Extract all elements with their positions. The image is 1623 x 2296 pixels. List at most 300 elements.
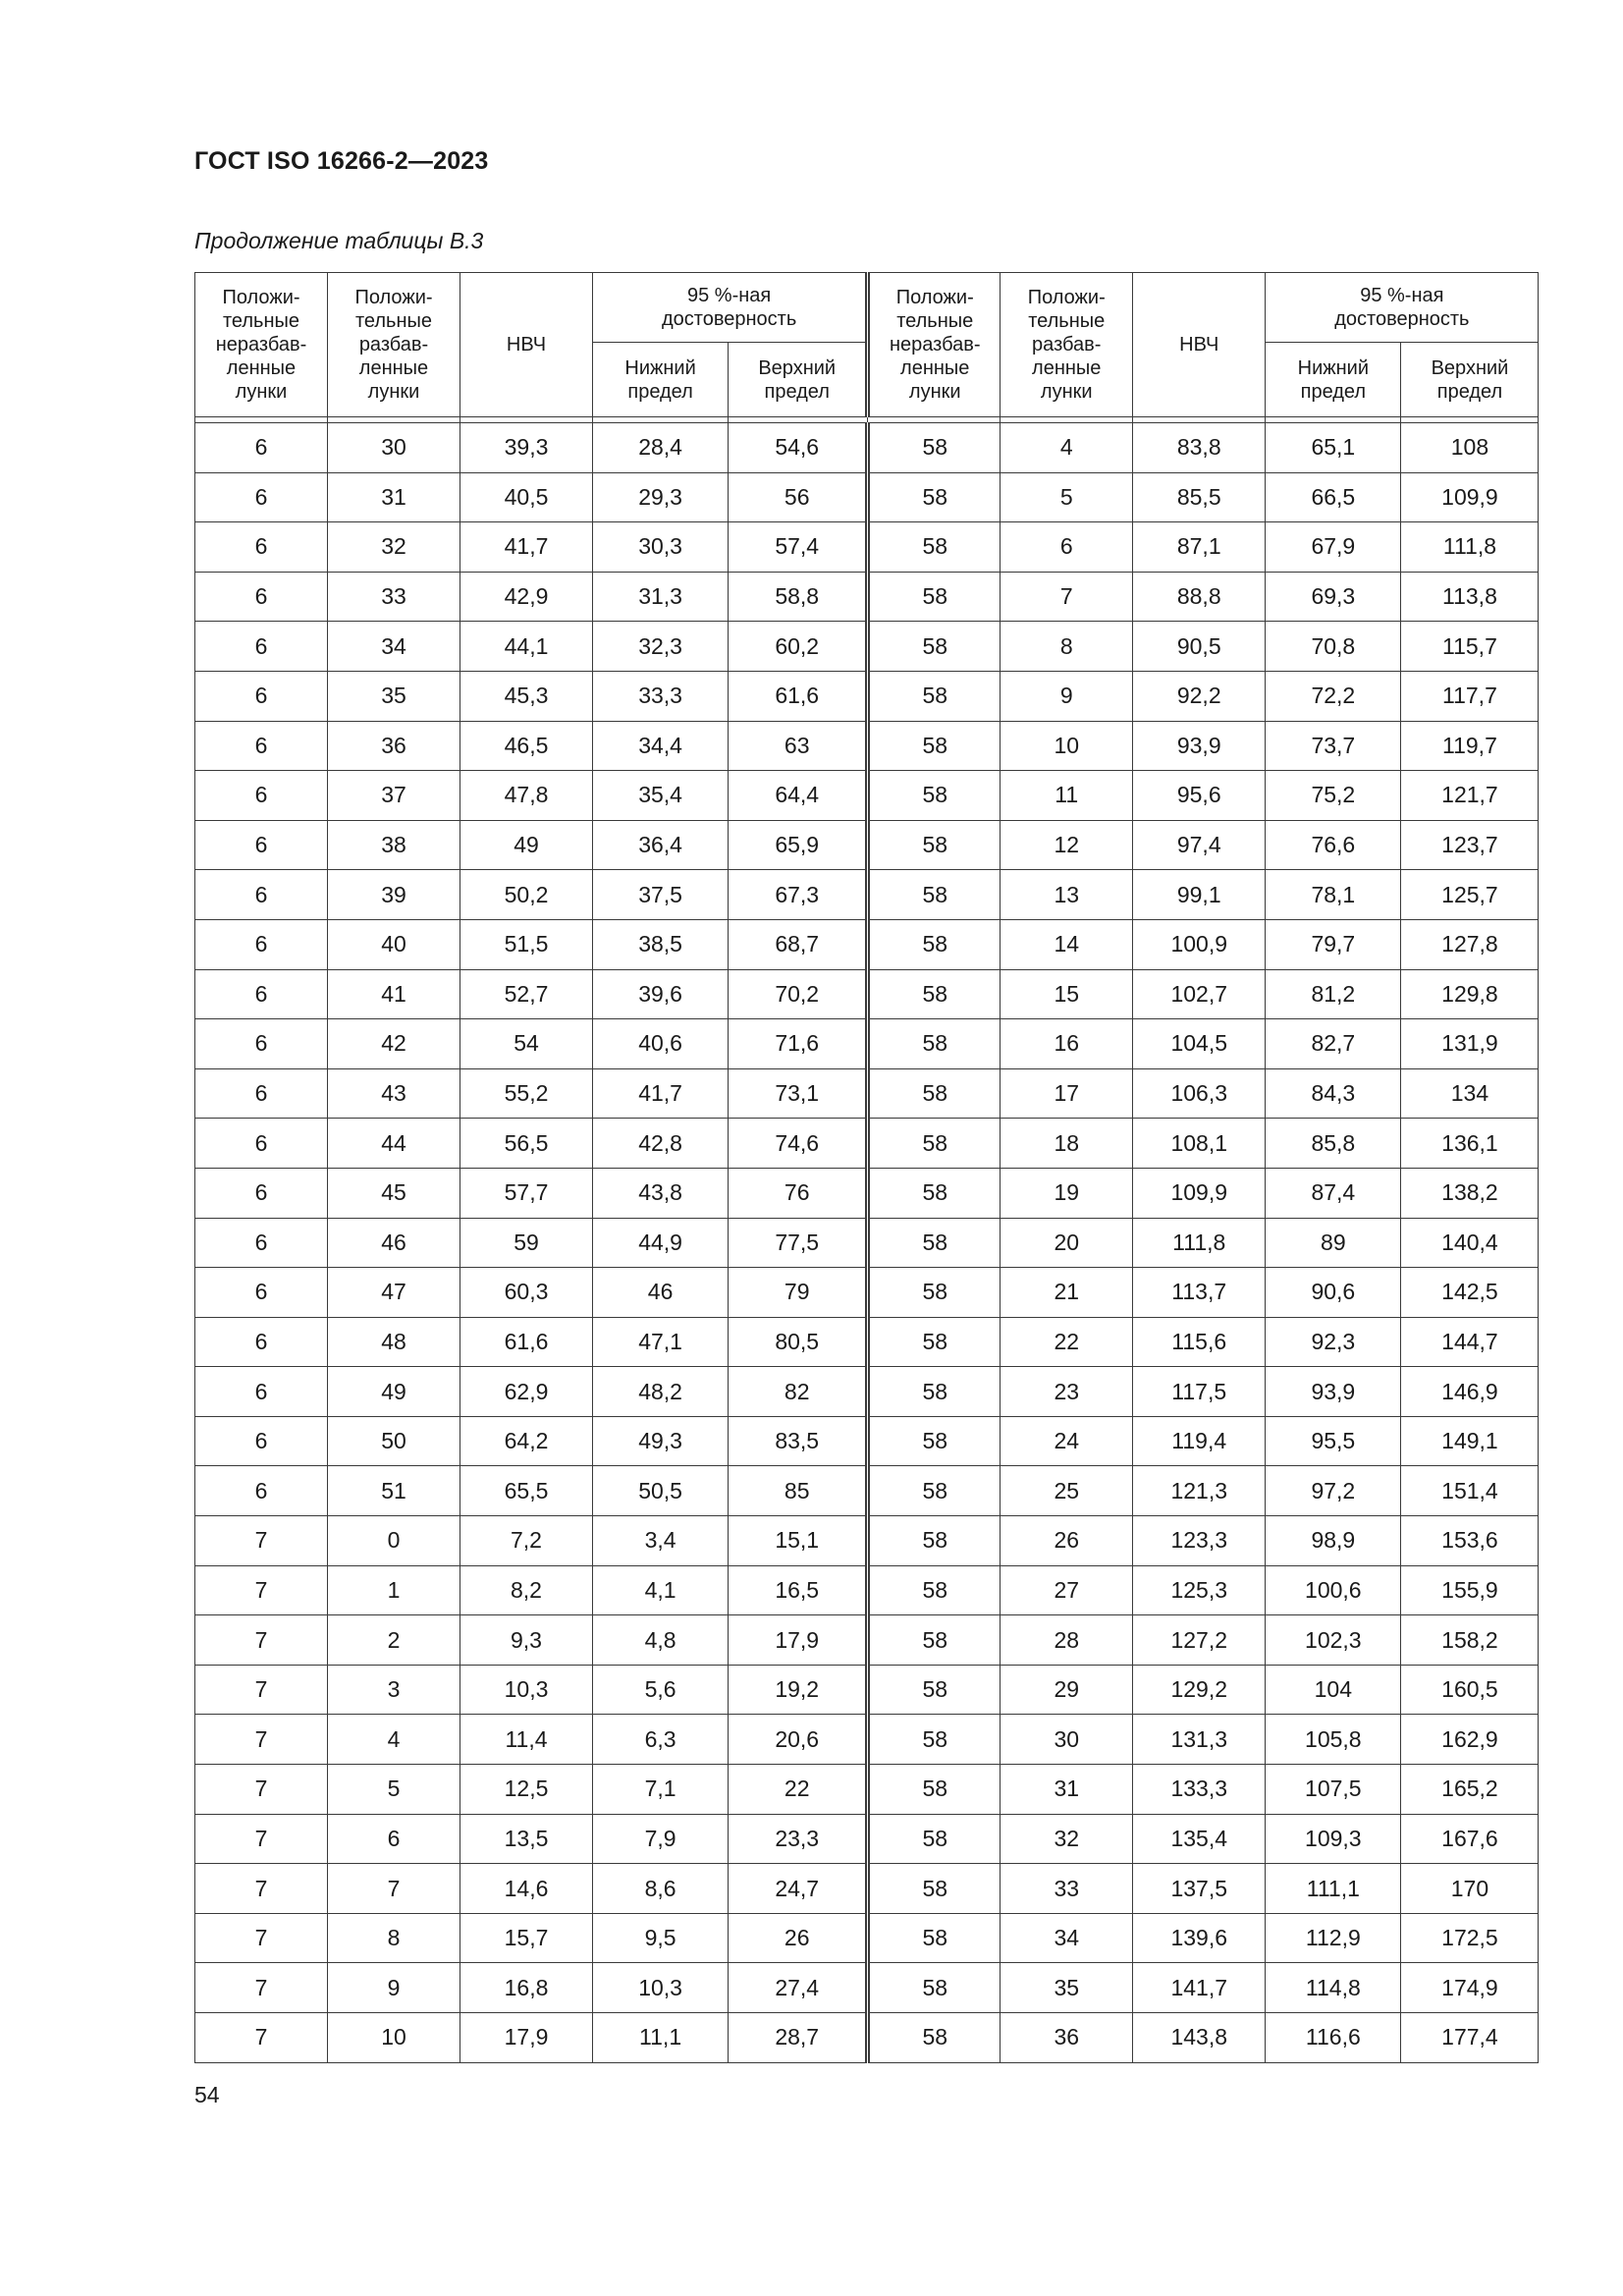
header-label: 95 %-ная достоверность <box>1334 285 1470 330</box>
table-cell: 58 <box>868 1019 1001 1069</box>
table-cell: 155,9 <box>1401 1565 1539 1615</box>
table-cell: 83,8 <box>1133 423 1266 473</box>
table-cell: 56 <box>729 472 868 522</box>
table-cell: 57,7 <box>460 1168 593 1218</box>
table-row <box>195 870 1539 920</box>
table-cell: 17 <box>1001 1068 1133 1119</box>
table-row <box>195 1168 1539 1218</box>
header-pos-undiluted <box>868 273 1001 417</box>
table-cell: 7 <box>1001 572 1133 622</box>
table-cell: 29,3 <box>593 472 729 522</box>
table-cell: 172,5 <box>1401 1913 1539 1963</box>
table-cell: 14,6 <box>460 1864 593 1914</box>
table-cell: 41 <box>328 969 460 1019</box>
table-cell: 46 <box>593 1268 729 1318</box>
header-label: Положи-тельные неразбав-ленные лунки <box>215 287 307 403</box>
table-cell: 34,4 <box>593 721 729 771</box>
table-row <box>195 1068 1539 1119</box>
table-cell: 68,7 <box>729 919 868 969</box>
table-cell: 119,7 <box>1401 721 1539 771</box>
table-cell: 10 <box>1001 721 1133 771</box>
table-cell: 95,6 <box>1133 771 1266 821</box>
table-cell: 31 <box>328 472 460 522</box>
table-cell: 42,9 <box>460 572 593 622</box>
table-row <box>195 572 1539 622</box>
table-cell: 33 <box>328 572 460 622</box>
document-header: ГОСТ ISO 16266-2—2023 <box>194 147 489 175</box>
table-cell: 75,2 <box>1266 771 1401 821</box>
table-cell: 58 <box>868 1119 1001 1169</box>
table-cell: 35 <box>328 671 460 721</box>
header-label: Нижний предел <box>1297 356 1370 403</box>
table-cell: 7 <box>195 1516 328 1566</box>
table-cell: 6 <box>195 1019 328 1069</box>
table-cell: 73,1 <box>729 1068 868 1119</box>
table-cell: 48,2 <box>593 1367 729 1417</box>
table-cell: 90,5 <box>1133 622 1266 672</box>
table-cell: 23,3 <box>729 1814 868 1864</box>
table-cell: 21 <box>1001 1268 1133 1318</box>
table-cell: 11,1 <box>593 2013 729 2063</box>
table-cell: 83,5 <box>729 1416 868 1466</box>
table-cell: 174,9 <box>1401 1963 1539 2013</box>
table-row <box>195 1665 1539 1715</box>
header-upper <box>729 343 868 417</box>
table-cell: 7 <box>195 1715 328 1765</box>
table-cell: 19,2 <box>729 1665 868 1715</box>
table-cell: 36,4 <box>593 820 729 870</box>
table-cell: 58 <box>868 2013 1001 2063</box>
table-cell: 58 <box>868 1715 1001 1765</box>
table-cell: 12,5 <box>460 1765 593 1815</box>
table-cell: 29 <box>1001 1665 1133 1715</box>
table-row <box>195 622 1539 672</box>
table-row <box>195 1516 1539 1566</box>
table-cell: 177,4 <box>1401 2013 1539 2063</box>
table-cell: 15 <box>1001 969 1133 1019</box>
table-cell: 123,3 <box>1133 1516 1266 1566</box>
table-cell: 158,2 <box>1401 1615 1539 1666</box>
table-cell: 125,3 <box>1133 1565 1266 1615</box>
table-cell: 6 <box>195 622 328 672</box>
table-cell: 33,3 <box>593 671 729 721</box>
table-cell: 27,4 <box>729 1963 868 2013</box>
header-label: Верхний предел <box>758 356 837 403</box>
table-cell: 88,8 <box>1133 572 1266 622</box>
table-cell: 14 <box>1001 919 1133 969</box>
table-cell: 7 <box>328 1864 460 1914</box>
table-cell: 58 <box>868 919 1001 969</box>
table-cell: 133,3 <box>1133 1765 1266 1815</box>
table-cell: 34 <box>328 622 460 672</box>
table-cell: 30,3 <box>593 522 729 573</box>
header-label: 95 %-ная достоверность <box>662 285 797 330</box>
table-cell: 39 <box>328 870 460 920</box>
table-cell: 64,4 <box>729 771 868 821</box>
table-cell: 4,8 <box>593 1615 729 1666</box>
table-cell: 100,9 <box>1133 919 1266 969</box>
data-table <box>194 272 1539 2063</box>
table-cell: 6 <box>195 1168 328 1218</box>
table-cell: 6 <box>195 721 328 771</box>
table-cell: 58 <box>868 1615 1001 1666</box>
table-cell: 16,8 <box>460 1963 593 2013</box>
table-row <box>195 1615 1539 1666</box>
table-cell: 129,2 <box>1133 1665 1266 1715</box>
table-cell: 140,4 <box>1401 1218 1539 1268</box>
table-cell: 127,2 <box>1133 1615 1266 1666</box>
table-cell: 6 <box>195 1119 328 1169</box>
table-cell: 58 <box>868 1765 1001 1815</box>
table-cell: 54 <box>460 1019 593 1069</box>
table-cell: 114,8 <box>1266 1963 1401 2013</box>
table-row <box>195 1367 1539 1417</box>
header-pos-diluted <box>328 273 460 417</box>
table-cell: 58 <box>868 1963 1001 2013</box>
table-cell: 2 <box>328 1615 460 1666</box>
table-cell: 121,3 <box>1133 1466 1266 1516</box>
table-cell: 32 <box>1001 1814 1133 1864</box>
table-cell: 62,9 <box>460 1367 593 1417</box>
table-cell: 6 <box>195 1367 328 1417</box>
table-cell: 79,7 <box>1266 919 1401 969</box>
table-cell: 121,7 <box>1401 771 1539 821</box>
table-cell: 49 <box>460 820 593 870</box>
table-cell: 136,1 <box>1401 1119 1539 1169</box>
table-cell: 24 <box>1001 1416 1133 1466</box>
table-cell: 58 <box>868 1317 1001 1367</box>
table-cell: 59 <box>460 1218 593 1268</box>
table-cell: 67,3 <box>729 870 868 920</box>
table-cell: 7 <box>195 2013 328 2063</box>
header-lower <box>593 343 729 417</box>
table-cell: 87,1 <box>1133 522 1266 573</box>
table-cell: 31 <box>1001 1765 1133 1815</box>
table-row <box>195 522 1539 573</box>
table-cell: 40 <box>328 919 460 969</box>
table-cell: 7 <box>195 1864 328 1914</box>
table-cell: 30 <box>1001 1715 1133 1765</box>
table-cell: 108 <box>1401 423 1539 473</box>
table-row <box>195 1416 1539 1466</box>
table-cell: 8 <box>328 1913 460 1963</box>
table-row <box>195 1913 1539 1963</box>
table-cell: 39,6 <box>593 969 729 1019</box>
table-cell: 58 <box>868 1565 1001 1615</box>
table-cell: 144,7 <box>1401 1317 1539 1367</box>
table-cell: 73,7 <box>1266 721 1401 771</box>
table-cell: 7 <box>195 1963 328 2013</box>
table-cell: 32,3 <box>593 622 729 672</box>
table-cell: 74,6 <box>729 1119 868 1169</box>
table-cell: 7 <box>195 1665 328 1715</box>
table-cell: 58 <box>868 671 1001 721</box>
header-pos-diluted <box>1001 273 1133 417</box>
table-cell: 78,1 <box>1266 870 1401 920</box>
table-cell: 70,2 <box>729 969 868 1019</box>
table-row <box>195 1565 1539 1615</box>
table-cell: 15,1 <box>729 1516 868 1566</box>
table-cell: 58 <box>868 572 1001 622</box>
table-cell: 137,5 <box>1133 1864 1266 1914</box>
table-row <box>195 1019 1539 1069</box>
table-cell: 123,7 <box>1401 820 1539 870</box>
table-cell: 6 <box>195 472 328 522</box>
table-cell: 58 <box>868 472 1001 522</box>
table-cell: 108,1 <box>1133 1119 1266 1169</box>
table-cell: 58 <box>868 1466 1001 1516</box>
table-row <box>195 1864 1539 1914</box>
table-cell: 18 <box>1001 1119 1133 1169</box>
table-cell: 31,3 <box>593 572 729 622</box>
table-cell: 153,6 <box>1401 1516 1539 1566</box>
table-row <box>195 1317 1539 1367</box>
table-cell: 77,5 <box>729 1218 868 1268</box>
table-cell: 1 <box>328 1565 460 1615</box>
table-cell: 51,5 <box>460 919 593 969</box>
table-cell: 61,6 <box>460 1317 593 1367</box>
table-cell: 19 <box>1001 1168 1133 1218</box>
table-cell: 4 <box>1001 423 1133 473</box>
table-cell: 7,9 <box>593 1814 729 1864</box>
table-cell: 5 <box>328 1765 460 1815</box>
table-cell: 58 <box>868 1168 1001 1218</box>
table-cell: 93,9 <box>1133 721 1266 771</box>
table-cell: 0 <box>328 1516 460 1566</box>
table-cell: 160,5 <box>1401 1665 1539 1715</box>
table-cell: 36 <box>328 721 460 771</box>
table-row <box>195 1218 1539 1268</box>
table-cell: 131,9 <box>1401 1019 1539 1069</box>
table-cell: 58 <box>868 721 1001 771</box>
table-cell: 4 <box>328 1715 460 1765</box>
table-cell: 134 <box>1401 1068 1539 1119</box>
table-cell: 10,3 <box>593 1963 729 2013</box>
table-cell: 65,9 <box>729 820 868 870</box>
table-cell: 66,5 <box>1266 472 1401 522</box>
table-cell: 7 <box>195 1765 328 1815</box>
table-cell: 113,8 <box>1401 572 1539 622</box>
table-cell: 151,4 <box>1401 1466 1539 1516</box>
table-cell: 28,4 <box>593 423 729 473</box>
table-cell: 43,8 <box>593 1168 729 1218</box>
header-confidence <box>593 273 868 343</box>
table-cell: 10,3 <box>460 1665 593 1715</box>
table-cell: 58 <box>868 969 1001 1019</box>
table-cell: 149,1 <box>1401 1416 1539 1466</box>
table-cell: 43 <box>328 1068 460 1119</box>
table-row <box>195 472 1539 522</box>
table-cell: 45 <box>328 1168 460 1218</box>
table-cell: 97,2 <box>1266 1466 1401 1516</box>
table-cell: 109,3 <box>1266 1814 1401 1864</box>
table-cell: 81,2 <box>1266 969 1401 1019</box>
table-cell: 13,5 <box>460 1814 593 1864</box>
table-cell: 127,8 <box>1401 919 1539 969</box>
table-cell: 11 <box>1001 771 1133 821</box>
table-row <box>195 919 1539 969</box>
table-cell: 58 <box>868 1814 1001 1864</box>
table-cell: 47,1 <box>593 1317 729 1367</box>
table-cell: 135,4 <box>1133 1814 1266 1864</box>
table-cell: 58 <box>868 1068 1001 1119</box>
table-cell: 8,2 <box>460 1565 593 1615</box>
table-cell: 85,8 <box>1266 1119 1401 1169</box>
table-row <box>195 1268 1539 1318</box>
table-cell: 60,2 <box>729 622 868 672</box>
table-cell: 28,7 <box>729 2013 868 2063</box>
table-cell: 16 <box>1001 1019 1133 1069</box>
table-cell: 7,2 <box>460 1516 593 1566</box>
table-cell: 6 <box>195 522 328 573</box>
table-cell: 3 <box>328 1665 460 1715</box>
table-cell: 109,9 <box>1133 1168 1266 1218</box>
table-cell: 6 <box>195 1317 328 1367</box>
table-cell: 106,3 <box>1133 1068 1266 1119</box>
table-cell: 9 <box>328 1963 460 2013</box>
table-cell: 129,8 <box>1401 969 1539 1019</box>
table-cell: 23 <box>1001 1367 1133 1417</box>
table-cell: 46 <box>328 1218 460 1268</box>
table-cell: 9,3 <box>460 1615 593 1666</box>
table-cell: 6 <box>195 969 328 1019</box>
table-cell: 117,7 <box>1401 671 1539 721</box>
table-row <box>195 1466 1539 1516</box>
table-caption: Продолжение таблицы B.3 <box>194 228 484 253</box>
table-cell: 28 <box>1001 1615 1133 1666</box>
table-cell: 92,3 <box>1266 1317 1401 1367</box>
table-cell: 6 <box>195 771 328 821</box>
table-cell: 76 <box>729 1168 868 1218</box>
table-cell: 40,6 <box>593 1019 729 1069</box>
table-cell: 7 <box>195 1814 328 1864</box>
header-pos-undiluted <box>195 273 328 417</box>
table-cell: 54,6 <box>729 423 868 473</box>
table-cell: 58 <box>868 1665 1001 1715</box>
table-cell: 6 <box>195 1218 328 1268</box>
table-cell: 42 <box>328 1019 460 1069</box>
table-cell: 7 <box>195 1565 328 1615</box>
table-cell: 58 <box>868 1913 1001 1963</box>
header-upper <box>1401 343 1539 417</box>
table-cell: 44,1 <box>460 622 593 672</box>
header-label: Положи-тельные разбав-ленные лунки <box>354 287 433 403</box>
table-cell: 104,5 <box>1133 1019 1266 1069</box>
table-cell: 104 <box>1266 1665 1401 1715</box>
table-cell: 6 <box>195 671 328 721</box>
header-label: Верхний предел <box>1431 356 1509 403</box>
table-cell: 49,3 <box>593 1416 729 1466</box>
table-cell: 105,8 <box>1266 1715 1401 1765</box>
table-cell: 63 <box>729 721 868 771</box>
table-cell: 92,2 <box>1133 671 1266 721</box>
table-row <box>195 1814 1539 1864</box>
table-cell: 55,2 <box>460 1068 593 1119</box>
table-cell: 51 <box>328 1466 460 1516</box>
table-cell: 76,6 <box>1266 820 1401 870</box>
table-row <box>195 2013 1539 2063</box>
table-cell: 6 <box>328 1814 460 1864</box>
table-cell: 26 <box>729 1913 868 1963</box>
table-cell: 90,6 <box>1266 1268 1401 1318</box>
table-cell: 52,7 <box>460 969 593 1019</box>
table-cell: 115,6 <box>1133 1317 1266 1367</box>
table-cell: 44,9 <box>593 1218 729 1268</box>
table-cell: 142,5 <box>1401 1268 1539 1318</box>
table-cell: 39,3 <box>460 423 593 473</box>
table-cell: 87,4 <box>1266 1168 1401 1218</box>
table-cell: 10 <box>328 2013 460 2063</box>
table-cell: 85,5 <box>1133 472 1266 522</box>
table-cell: 5 <box>1001 472 1133 522</box>
table-cell: 5,6 <box>593 1665 729 1715</box>
table-cell: 60,3 <box>460 1268 593 1318</box>
header-mpn: НВЧ <box>460 273 593 417</box>
table-cell: 6 <box>195 919 328 969</box>
table-cell: 20,6 <box>729 1715 868 1765</box>
table-cell: 125,7 <box>1401 870 1539 920</box>
table-cell: 113,7 <box>1133 1268 1266 1318</box>
table-cell: 58 <box>868 771 1001 821</box>
table-cell: 58 <box>868 622 1001 672</box>
table-cell: 112,9 <box>1266 1913 1401 1963</box>
table-row <box>195 771 1539 821</box>
header-label: Нижний предел <box>624 356 696 403</box>
table-cell: 4,1 <box>593 1565 729 1615</box>
table-cell: 111,8 <box>1133 1218 1266 1268</box>
table-cell: 58 <box>868 1367 1001 1417</box>
table-cell: 42,8 <box>593 1119 729 1169</box>
table-cell: 58 <box>868 1218 1001 1268</box>
table-row <box>195 1119 1539 1169</box>
header-label: Положи-тельные разбав-ленные лунки <box>1027 287 1106 403</box>
table-cell: 146,9 <box>1401 1367 1539 1417</box>
page-number: 54 <box>194 2082 220 2107</box>
table-row <box>195 423 1539 473</box>
table-cell: 17,9 <box>460 2013 593 2063</box>
table-row <box>195 721 1539 771</box>
table-cell: 37,5 <box>593 870 729 920</box>
table-cell: 117,5 <box>1133 1367 1266 1417</box>
table-cell: 22 <box>1001 1317 1133 1367</box>
table-cell: 58,8 <box>729 572 868 622</box>
table-cell: 58 <box>868 1268 1001 1318</box>
table-cell: 8,6 <box>593 1864 729 1914</box>
table-cell: 35,4 <box>593 771 729 821</box>
table-row <box>195 820 1539 870</box>
table-cell: 7,1 <box>593 1765 729 1815</box>
table-cell: 67,9 <box>1266 522 1401 573</box>
table-cell: 6 <box>195 572 328 622</box>
table-cell: 65,5 <box>460 1466 593 1516</box>
table-cell: 82,7 <box>1266 1019 1401 1069</box>
table-cell: 25 <box>1001 1466 1133 1516</box>
table-cell: 95,5 <box>1266 1416 1401 1466</box>
table-cell: 9,5 <box>593 1913 729 1963</box>
table-cell: 57,4 <box>729 522 868 573</box>
table-cell: 40,5 <box>460 472 593 522</box>
table-cell: 35 <box>1001 1963 1133 2013</box>
table-cell: 50,2 <box>460 870 593 920</box>
table-cell: 58 <box>868 423 1001 473</box>
table-cell: 64,2 <box>460 1416 593 1466</box>
table-cell: 143,8 <box>1133 2013 1266 2063</box>
table-cell: 80,5 <box>729 1317 868 1367</box>
table-cell: 107,5 <box>1266 1765 1401 1815</box>
table-cell: 139,6 <box>1133 1913 1266 1963</box>
table-cell: 102,7 <box>1133 969 1266 1019</box>
table-cell: 6,3 <box>593 1715 729 1765</box>
